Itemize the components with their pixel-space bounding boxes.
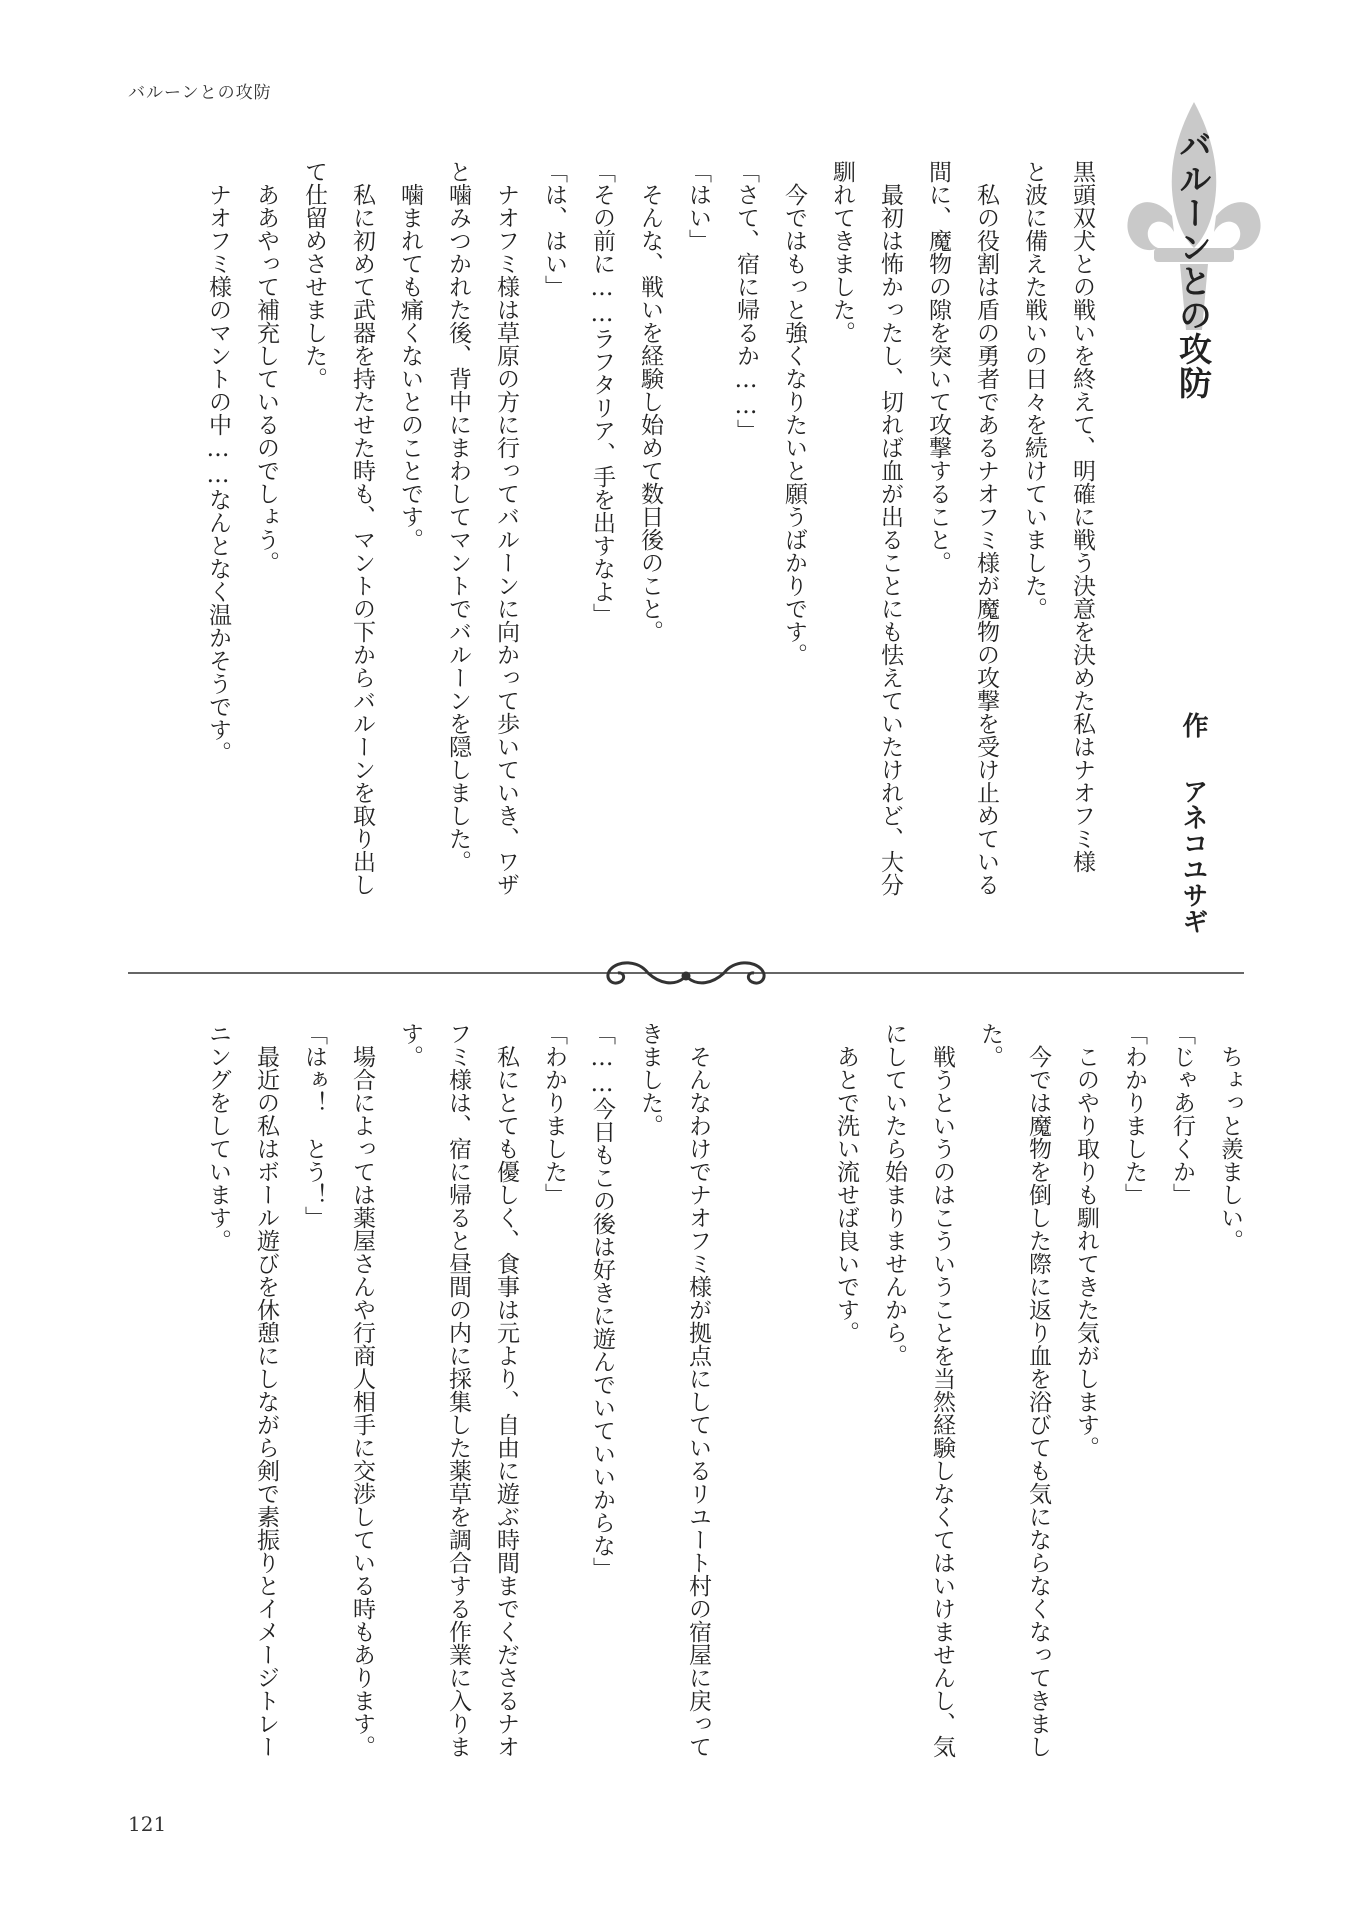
top-line-19: ナオフミ様のマントの中……なんとなく温かそうです。 <box>205 160 231 764</box>
bottom-line-21: ニングをしています。 <box>205 1022 231 1252</box>
bottom-line-13: 「……今日もこの後は好きに遊んでいていいからな」 <box>589 1022 615 1580</box>
top-line-7: 今ではもっと強くなりたいと願うばかりです。 <box>781 160 807 666</box>
page-number: 121 <box>128 1812 167 1836</box>
bottom-line-8: にしていたら始まりませんから。 <box>881 1022 907 1367</box>
top-line-4: 間に、魔物の隙を突いて攻撃すること。 <box>925 160 951 574</box>
bottom-line-18: 場合によっては薬屋さんや行商人相手に交渉している時もあります。 <box>349 1022 375 1758</box>
top-line-13: ナオフミ様は草原の方に行ってバルーンに向かって歩いていき、ワザ <box>493 160 519 896</box>
author-prefix: 作 <box>1178 712 1208 738</box>
ornamental-divider <box>128 948 1244 998</box>
author-name: アネコユサギ <box>1178 778 1208 934</box>
bottom-line-9: あとで洗い流せば良いです。 <box>833 1022 859 1344</box>
top-line-1: 黒頭双犬との戦いを終えて、明確に戦う決意を決めた私はナオフミ様 <box>1069 160 1095 873</box>
top-line-8: 「さて、宿に帰るか……」 <box>733 160 759 442</box>
bottom-line-4: このやり取りも馴れてきた気がします。 <box>1073 1022 1099 1459</box>
bottom-line-6: た。 <box>977 1022 1003 1068</box>
bottom-line-7: 戦うというのはこういうことを当然経験しなくてはいけませんし、気 <box>929 1022 955 1758</box>
top-line-11: 「その前に……ラフタリア、手を出すなよ」 <box>589 160 615 626</box>
top-line-5: 最初は怖かったし、切れば血が出ることにも怯えていたけれど、大分 <box>877 160 903 896</box>
top-line-10: そんな、戦いを経験し始めて数日後のこと。 <box>637 160 663 643</box>
top-line-14: と噛みつかれた後、背中にまわしてマントでバルーンを隠しました。 <box>445 160 471 873</box>
bottom-line-5: 今では魔物を倒した際に返り血を浴びても気にならなくなってきまし <box>1025 1022 1051 1758</box>
top-line-17: て仕留めさせました。 <box>301 160 327 390</box>
bottom-line-12: きました。 <box>637 1022 663 1137</box>
bottom-line-1: ちょっと羨ましい。 <box>1217 1022 1243 1252</box>
story-title: バルーンとの攻防 <box>1174 128 1213 400</box>
running-header-title: バルーンとの攻防 <box>128 83 272 103</box>
bottom-line-11: そんなわけでナオフミ様が拠点にしているリユート村の宿屋に戻って <box>685 1022 711 1758</box>
top-line-3: 私の役割は盾の勇者であるナオフミ様が魔物の攻撃を受け止めている <box>973 160 999 896</box>
bottom-line-17: す。 <box>397 1022 423 1068</box>
bottom-line-3: 「わかりました」 <box>1121 1022 1147 1206</box>
author-credit <box>1172 712 1214 934</box>
top-line-15: 噛まれても痛くないとのことです。 <box>397 160 423 551</box>
bottom-line-20: 最近の私はボール遊びを休憩にしながら剣で素振りとイメージトレー <box>253 1022 279 1758</box>
bottom-line-16: フミ様は、宿に帰ると昼間の内に採集した薬草を調合する作業に入りま <box>445 1022 471 1758</box>
bottom-line-2: 「じゃあ行くか」 <box>1169 1022 1195 1206</box>
bottom-line-15: 私にとても優しく、食事は元より、自由に遊ぶ時間までくださるナオ <box>493 1022 519 1758</box>
top-line-2: と波に備えた戦いの日々を続けていました。 <box>1021 160 1047 620</box>
bottom-line-14: 「わかりました」 <box>541 1022 567 1206</box>
top-line-6: 馴れてきました。 <box>829 160 855 344</box>
top-line-9: 「はい」 <box>685 160 711 252</box>
top-line-16: 私に初めて武器を持たせた時も、マントの下からバルーンを取り出し <box>349 160 375 896</box>
bottom-line-19: 「はぁ！ とう！」 <box>301 1022 327 1229</box>
top-line-12: 「は、はい」 <box>541 160 567 298</box>
top-line-18: ああやって補充しているのでしょう。 <box>253 160 279 574</box>
